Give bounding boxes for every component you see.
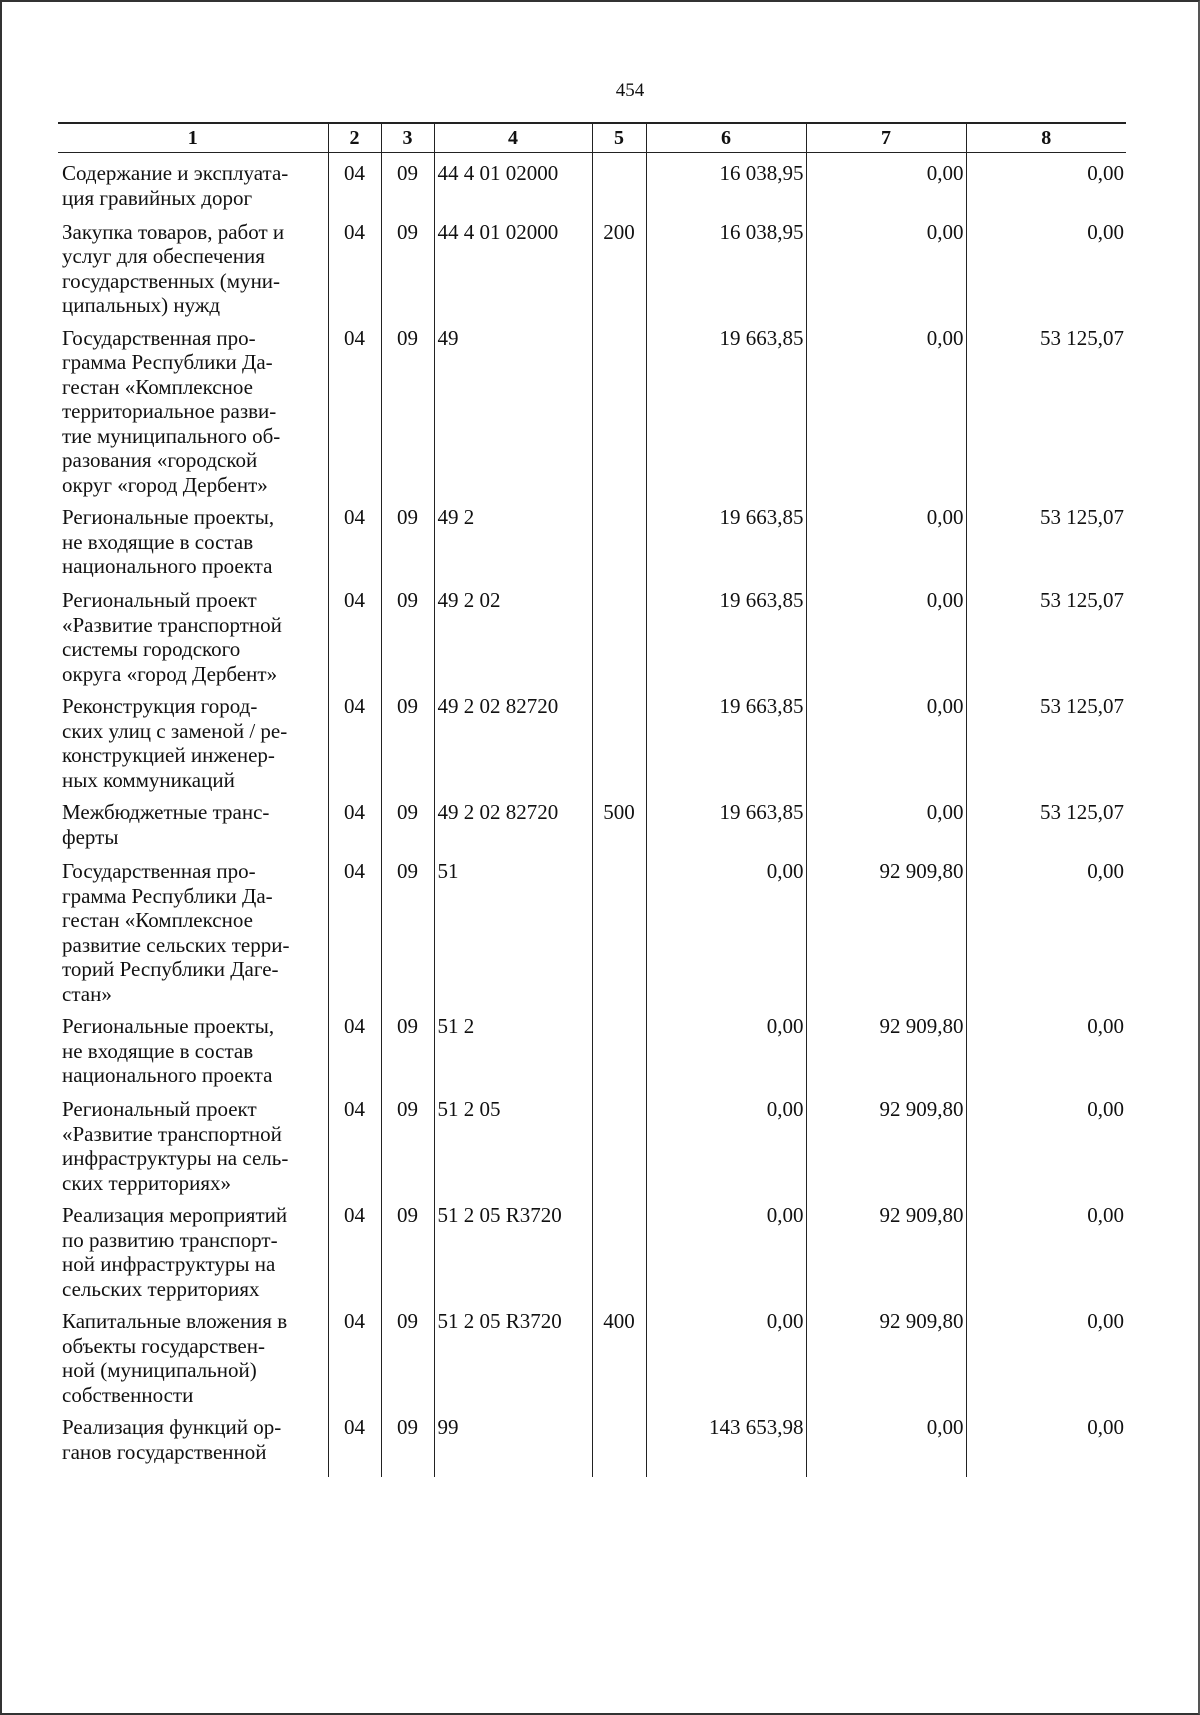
table-row: [58, 497, 1126, 580]
column-header-7: 7: [806, 123, 966, 153]
row-section-code: 04: [328, 686, 381, 792]
row-amount-col8: 53 125,07: [966, 318, 1126, 498]
row-name: Содержание и эксплуата- ция гравийных дорог: [62, 161, 289, 210]
row-section-code: 04: [328, 851, 381, 1006]
row-amount-col7: 0,00: [806, 580, 966, 686]
header-row: [58, 123, 1126, 153]
table-row: [58, 1195, 1126, 1301]
row-subsection-code: 09: [381, 792, 434, 851]
row-amount-col8: 0,00: [966, 1407, 1126, 1477]
row-name: Государственная про- грамма Республики Да- гестан «Комплексное развитие сельских терри- торий Республики Даге- стан»: [62, 859, 290, 1006]
row-target-article: 51 2 05: [434, 1089, 592, 1195]
row-amount-col6: 16 038,95: [646, 212, 806, 318]
row-subsection-code: 09: [381, 1195, 434, 1301]
row-target-article: 49 2: [434, 497, 592, 580]
row-expense-type: [592, 1006, 646, 1089]
row-expense-type: [592, 497, 646, 580]
row-subsection-code: 09: [381, 153, 434, 212]
row-target-article: 49 2 02 82720: [434, 686, 592, 792]
row-amount-col7: 0,00: [806, 1407, 966, 1477]
column-header-4: 4: [434, 123, 592, 153]
row-subsection-code: 09: [381, 1301, 434, 1407]
row-target-article: 51 2: [434, 1006, 592, 1089]
row-amount-col6: 19 663,85: [646, 318, 806, 498]
table-row: [58, 792, 1126, 851]
budget-table: [58, 122, 1126, 1477]
row-subsection-code: 09: [381, 497, 434, 580]
table-row: [58, 318, 1126, 498]
row-amount-col8: 0,00: [966, 1006, 1126, 1089]
row-amount-col7: 0,00: [806, 792, 966, 851]
row-target-article: 44 4 01 02000: [434, 153, 592, 212]
row-amount-col7: 92 909,80: [806, 1006, 966, 1089]
row-expense-type: [592, 686, 646, 792]
column-header-1: 1: [58, 123, 328, 153]
column-header-3: 3: [381, 123, 434, 153]
table-row: [58, 1301, 1126, 1407]
row-name: Региональный проект «Развитие транспортной инфраструктуры на сель- ских территориях»: [62, 1097, 289, 1195]
row-section-code: 04: [328, 792, 381, 851]
table-row: [58, 1407, 1126, 1477]
table-row: [58, 153, 1126, 212]
row-amount-col8: 53 125,07: [966, 497, 1126, 580]
row-section-code: 04: [328, 1006, 381, 1089]
page-number: 454: [615, 80, 645, 101]
row-expense-type: 200: [592, 212, 646, 318]
row-subsection-code: 09: [381, 212, 434, 318]
row-subsection-code: 09: [381, 318, 434, 498]
row-amount-col6: 19 663,85: [646, 497, 806, 580]
row-amount-col6: 0,00: [646, 1301, 806, 1407]
column-header-8: 8: [966, 123, 1126, 153]
row-amount-col6: 0,00: [646, 1006, 806, 1089]
row-target-article: 51: [434, 851, 592, 1006]
row-amount-col7: 92 909,80: [806, 1089, 966, 1195]
row-name: Закупка товаров, работ и услуг для обеспечения государственных (муни- ципальных) нужд: [62, 219, 285, 317]
row-amount-col6: 19 663,85: [646, 792, 806, 851]
row-expense-type: [592, 1089, 646, 1195]
row-section-code: 04: [328, 318, 381, 498]
row-subsection-code: 09: [381, 1089, 434, 1195]
row-subsection-code: 09: [381, 580, 434, 686]
row-section-code: 04: [328, 497, 381, 580]
row-name: Реализация мероприятий по развитию транспорт- ной инфраструктуры на сельских территориях: [62, 1203, 288, 1301]
row-expense-type: [592, 1195, 646, 1301]
row-expense-type: 400: [592, 1301, 646, 1407]
row-amount-col7: 0,00: [806, 318, 966, 498]
row-amount-col6: 0,00: [646, 1195, 806, 1301]
row-subsection-code: 09: [381, 1006, 434, 1089]
row-expense-type: [592, 1407, 646, 1477]
row-name: Капитальные вложения в объекты государствен- ной (муниципальной) собственности: [62, 1309, 288, 1407]
row-amount-col8: 0,00: [966, 1195, 1126, 1301]
row-target-article: 51 2 05 R3720: [434, 1195, 592, 1301]
row-amount-col7: 0,00: [806, 497, 966, 580]
row-target-article: 51 2 05 R3720: [434, 1301, 592, 1407]
row-name: Государственная про- грамма Республики Да- гестан «Комплексное территориальное разви- тие муниципального об- разования «городской округ «город Дербент»: [62, 325, 281, 497]
row-amount-col8: 0,00: [966, 212, 1126, 318]
column-header-2: 2: [328, 123, 381, 153]
row-section-code: 04: [328, 1089, 381, 1195]
row-amount-col8: 53 125,07: [966, 792, 1126, 851]
row-amount-col6: 19 663,85: [646, 686, 806, 792]
row-amount-col6: 19 663,85: [646, 580, 806, 686]
row-name: Региональные проекты, не входящие в состав национального проекта: [62, 505, 275, 578]
row-target-article: 49 2 02: [434, 580, 592, 686]
row-target-article: 99: [434, 1407, 592, 1477]
row-section-code: 04: [328, 1301, 381, 1407]
row-amount-col6: 16 038,95: [646, 153, 806, 212]
row-name: Реализация функций ор- ганов государственной: [62, 1415, 282, 1464]
row-amount-col7: 92 909,80: [806, 1195, 966, 1301]
row-expense-type: [592, 318, 646, 498]
row-amount-col7: 0,00: [806, 686, 966, 792]
row-amount-col8: 0,00: [966, 851, 1126, 1006]
row-amount-col6: 0,00: [646, 1089, 806, 1195]
row-section-code: 04: [328, 1407, 381, 1477]
row-target-article: 44 4 01 02000: [434, 212, 592, 318]
row-expense-type: [592, 580, 646, 686]
table-row: [58, 1006, 1126, 1089]
row-amount-col7: 0,00: [806, 153, 966, 212]
table-body: [58, 153, 1126, 1478]
row-expense-type: [592, 153, 646, 212]
row-amount-col6: 0,00: [646, 851, 806, 1006]
row-subsection-code: 09: [381, 851, 434, 1006]
row-amount-col7: 92 909,80: [806, 851, 966, 1006]
table-row: [58, 686, 1126, 792]
row-amount-col7: 0,00: [806, 212, 966, 318]
row-amount-col8: 0,00: [966, 1089, 1126, 1195]
row-amount-col7: 92 909,80: [806, 1301, 966, 1407]
table-row: [58, 212, 1126, 318]
row-section-code: 04: [328, 212, 381, 318]
row-section-code: 04: [328, 153, 381, 212]
row-name: Региональные проекты, не входящие в состав национального проекта: [62, 1014, 275, 1087]
row-name: Региональный проект «Развитие транспортной системы городского округа «город Дербент»: [62, 588, 282, 686]
row-section-code: 04: [328, 1195, 381, 1301]
row-section-code: 04: [328, 580, 381, 686]
row-amount-col8: 53 125,07: [966, 580, 1126, 686]
row-name: Межбюджетные транс- ферты: [62, 800, 270, 849]
row-expense-type: [592, 851, 646, 1006]
row-expense-type: 500: [592, 792, 646, 851]
row-name: Реконструкция город- ских улиц с заменой / ре- конструкцией инженер- ных коммуникаций: [62, 694, 288, 792]
row-target-article: 49: [434, 318, 592, 498]
column-header-6: 6: [646, 123, 806, 153]
row-amount-col6: 143 653,98: [646, 1407, 806, 1477]
row-subsection-code: 09: [381, 686, 434, 792]
row-amount-col8: 0,00: [966, 153, 1126, 212]
row-target-article: 49 2 02 82720: [434, 792, 592, 851]
row-amount-col8: 53 125,07: [966, 686, 1126, 792]
column-header-5: 5: [592, 123, 646, 153]
table-row: [58, 580, 1126, 686]
row-amount-col8: 0,00: [966, 1301, 1126, 1407]
table-row: [58, 851, 1126, 1006]
table-header: [58, 123, 1126, 153]
row-subsection-code: 09: [381, 1407, 434, 1477]
table-row: [58, 1089, 1126, 1195]
